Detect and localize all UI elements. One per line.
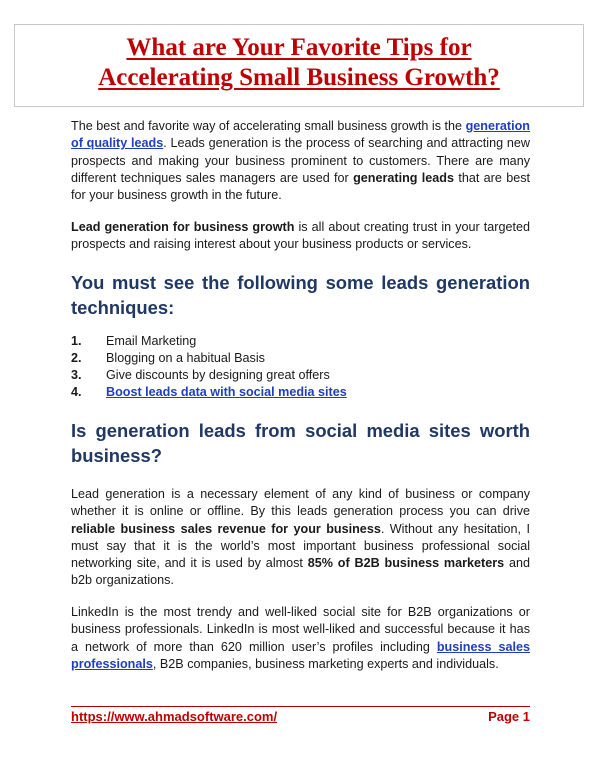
- list-item: [71, 384, 530, 401]
- lead-generation-bold: Lead generation for business growth: [71, 220, 295, 234]
- quality-leads-link[interactable]: generation of quality leads: [71, 119, 530, 151]
- list-number: 4.: [71, 385, 82, 399]
- title-line-1: What are Your Favorite Tips for: [126, 34, 472, 61]
- social-media-leads-link[interactable]: Boost leads data with social media sites: [106, 385, 347, 399]
- list-text: Give discounts by designing great offers: [106, 368, 330, 382]
- social-media-paragraph: [71, 486, 530, 590]
- title-line-2: Accelerating Small Business Growth?: [98, 64, 500, 91]
- footer-divider: [71, 706, 530, 707]
- intro-text-1: The best and favorite way of accelerating small business growth is the: [71, 119, 466, 133]
- list-item: [71, 367, 530, 384]
- list-number: 1.: [71, 334, 82, 348]
- revenue-bold: reliable business sales revenue for your business: [71, 521, 381, 536]
- page-title: [14, 33, 584, 93]
- list-text: Blogging on a habitual Basis: [106, 351, 265, 365]
- linkedin-paragraph: [71, 604, 530, 673]
- techniques-heading: You must see the following some leads generation techniques:: [71, 272, 530, 318]
- techniques-list: [71, 333, 530, 401]
- lead-generation-paragraph: [71, 219, 530, 254]
- linkedin-text-1: LinkedIn is the most trendy and well-liked social site for B2B organizations or business professionals. LinkedIn is most well-liked and successful because it has a network of more than 620 million user’s profiles including: [71, 605, 530, 654]
- lead-generation-text: is all about creating trust in your targeted prospects and raising interest about your business products or services.: [71, 220, 530, 252]
- social-text-3: and b2b organizations.: [71, 556, 530, 588]
- list-item: [71, 333, 530, 350]
- footer-website-link[interactable]: https://www.ahmadsoftware.com/: [71, 709, 278, 724]
- list-item: [71, 350, 530, 367]
- sales-professionals-link[interactable]: business sales professionals: [71, 639, 530, 671]
- intro-paragraph: [71, 118, 530, 204]
- intro-text-2: . Leads generation is the process of searching and attracting new prospects and making your business prominent to customers. There are many different techniques sales managers are used for: [71, 136, 530, 185]
- list-text: Email Marketing: [106, 334, 197, 348]
- social-text-2: . Without any hesitation, I must say that it is the world’s most important business professional social networking site, and it is used by almost: [71, 521, 530, 571]
- intro-text-3: that are best for your business growth in the future.: [71, 170, 531, 203]
- linkedin-text-2: , B2B companies, business marketing experts and individuals.: [152, 656, 499, 671]
- list-number: 3.: [71, 368, 82, 382]
- social-media-heading: Is generation leads from social media sites worth business?: [71, 420, 530, 466]
- social-text-1: Lead generation is a necessary element of any kind of business or company whether it is online or offline. By this leads generation process you can drive: [71, 487, 530, 519]
- page-number: Page 1: [488, 709, 530, 724]
- generating-leads-bold: generating leads: [353, 170, 455, 185]
- list-number: 2.: [71, 351, 82, 365]
- b2b-marketers-bold: 85% of B2B business marketers: [307, 556, 505, 571]
